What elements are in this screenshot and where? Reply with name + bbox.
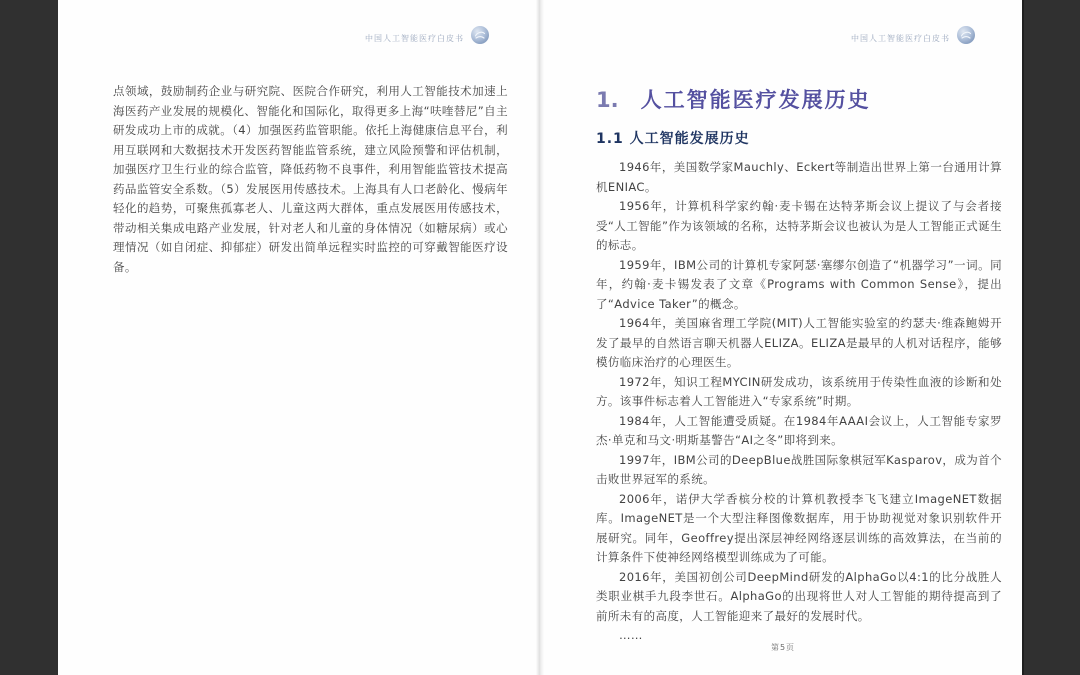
- page-header-right: [544, 0, 1022, 46]
- document-page-left: [58, 0, 536, 675]
- page-content: [544, 84, 1022, 646]
- history-paragraph: 2016年，美国初创公司DeepMind研发的AlphaGo以4:1的比分战胜人类职业棋手九段李世石。AlphaGo的出现将世人对人工智能的期待提高到了前所未有的高度，人工智能迎来了最好的发展时代。: [596, 569, 1002, 623]
- section-heading: [596, 84, 1002, 114]
- history-paragraph: 1956年，计算机科学家约翰·麦卡锡在达特茅斯会议上提议了与会者接受“人工智能”作为该领域的名称，达特茅斯会议也被认为是人工智能正式诞生的标志。: [596, 199, 1002, 252]
- history-paragraph: 1959年，IBM公司的计算机专家阿瑟·塞缪尔创造了“机器学习”一词。同年，约翰·麦卡锡发表了文章《Programs with Common Sense》，提出了“Advice Taker”的概念。: [596, 257, 1002, 311]
- section-title: 人工智能医疗发展历史: [640, 88, 871, 112]
- history-paragraph: 1964年，美国麻省理工学院(MIT)人工智能实验室的约瑟夫·维森鲍姆开发了最早的自然语言聊天机器人ELIZA。ELIZA是最早的人机对话程序，能够模仿临床治疗的心理医生。: [596, 316, 1002, 369]
- history-paragraph: 1984年，人工智能遭受质疑。在1984年AAAI会议上，人工智能专家罗杰·单克和马文·明斯基警告“AI之冬”即将到来。: [596, 413, 1002, 447]
- history-paragraph: 1997年，IBM公司的DeepBlue战胜国际象棋冠军Kasparov，成为首个击败世界冠军的系统。: [596, 452, 1002, 486]
- history-paragraph: 1972年，知识工程MYCIN研发成功，该系统用于传染性血液的诊断和处方。该事件标志着人工智能进入“专家系统”时期。: [596, 374, 1002, 408]
- history-paragraphs: [596, 158, 1002, 646]
- page-spread: [58, 0, 1022, 675]
- page-number: 第5页: [770, 643, 796, 652]
- header-title: 中国人工智能医疗白皮书: [851, 33, 950, 43]
- brain-logo-icon: [956, 25, 976, 45]
- body-paragraph: 点领域，鼓励制药企业与研究院、医院合作研究，利用人工智能技术加速上海医药产业发展的规模化、智能化和国际化，取得更多上海“呋喹替尼”自主研发成功上市的成就。（4）加强医药监管职能。依托上海健康信息平台，利用互联网和大数据技术开发医药智能监管系统，建立风险预警和评估机制，加强医疗卫生行业的综合监管，降低药物不良事件，利用智能监管技术提高药品监管安全系数。（5）发展医用传感技术。上海具有人口老龄化、慢病年轻化的趋势，可聚焦孤寡老人、儿童这两大群体，重点发展医用传感技术，带动相关集成电路产业发展，针对老人和儿童的身体情况（如糖尿病）或心理情况（如自闭症、抑郁症）研发出简单远程实时监控的可穿戴智能医疗设备。: [113, 84, 508, 274]
- page-header-left: [58, 0, 536, 46]
- history-paragraph: 1946年，美国数学家Mauchly、Eckert等制造出世界上第一台通用计算机ENIAC。: [596, 160, 1002, 194]
- subsection-heading: 1.1 人工智能发展历史: [596, 131, 750, 147]
- section-number: 1.: [596, 88, 619, 112]
- document-page-right: [544, 0, 1022, 675]
- history-paragraph: ……: [619, 628, 643, 642]
- brain-logo-icon: [470, 25, 490, 45]
- page-gap: [536, 0, 544, 675]
- left-black-bar: [0, 0, 58, 675]
- right-black-bar: [1022, 0, 1080, 675]
- history-paragraph: 2006年，诺伊大学香槟分校的计算机教授李飞飞建立ImageNET数据库。ImageNET是一个大型注释图像数据库，用于协助视觉对象识别软件开展研究。同年，Geoffrey提出深层神经网络逐层训练的高效算法，在当前的计算条件下使神经网络模型训练成为了可能。: [596, 491, 1002, 564]
- header-title: 中国人工智能医疗白皮书: [365, 33, 464, 43]
